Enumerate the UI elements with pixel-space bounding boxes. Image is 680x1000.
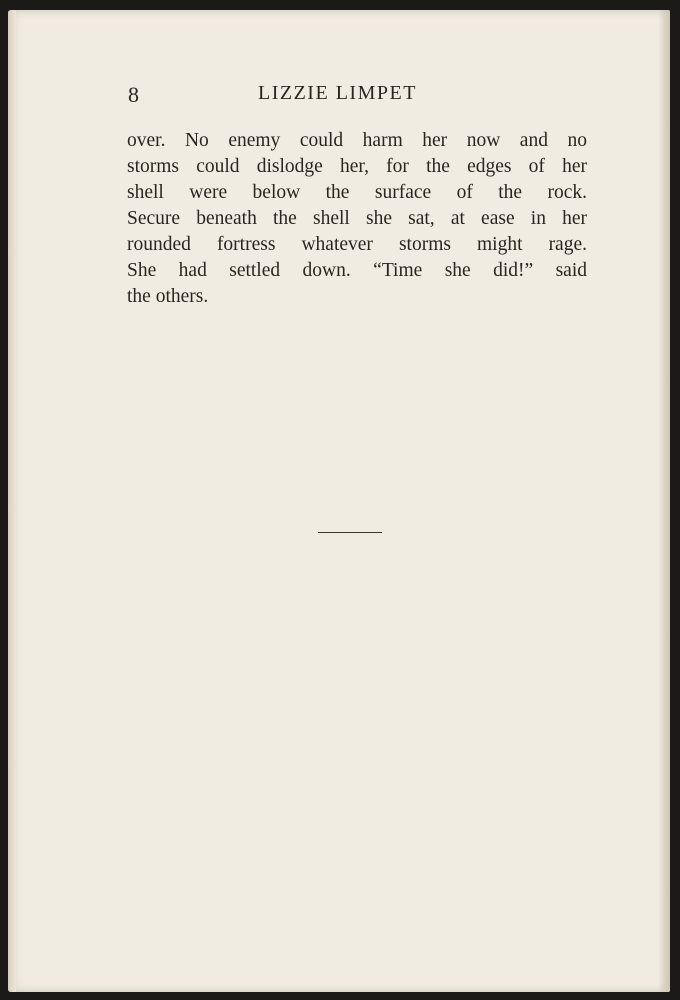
text-line: rounded fortress whatever storms might rage. (127, 234, 587, 255)
gutter-shadow (658, 10, 670, 992)
text-line: Secure beneath the shell she sat, at ease in her (127, 208, 587, 229)
section-divider (318, 532, 382, 533)
text-line: the others. (127, 286, 209, 307)
text-line: over. No enemy could harm her now and no (127, 130, 587, 151)
page-header (128, 82, 586, 122)
page-number: 8 (128, 82, 140, 107)
text-line: She had settled down. “Time she did!” said (127, 260, 587, 281)
body-text (127, 128, 587, 310)
page-edge (8, 10, 16, 992)
book-page (8, 10, 670, 992)
text-line: shell were below the surface of the rock. (127, 182, 587, 203)
running-head: LIZZIE LIMPET (258, 82, 417, 104)
text-line: storms could dislodge her, for the edges of her (127, 156, 587, 177)
